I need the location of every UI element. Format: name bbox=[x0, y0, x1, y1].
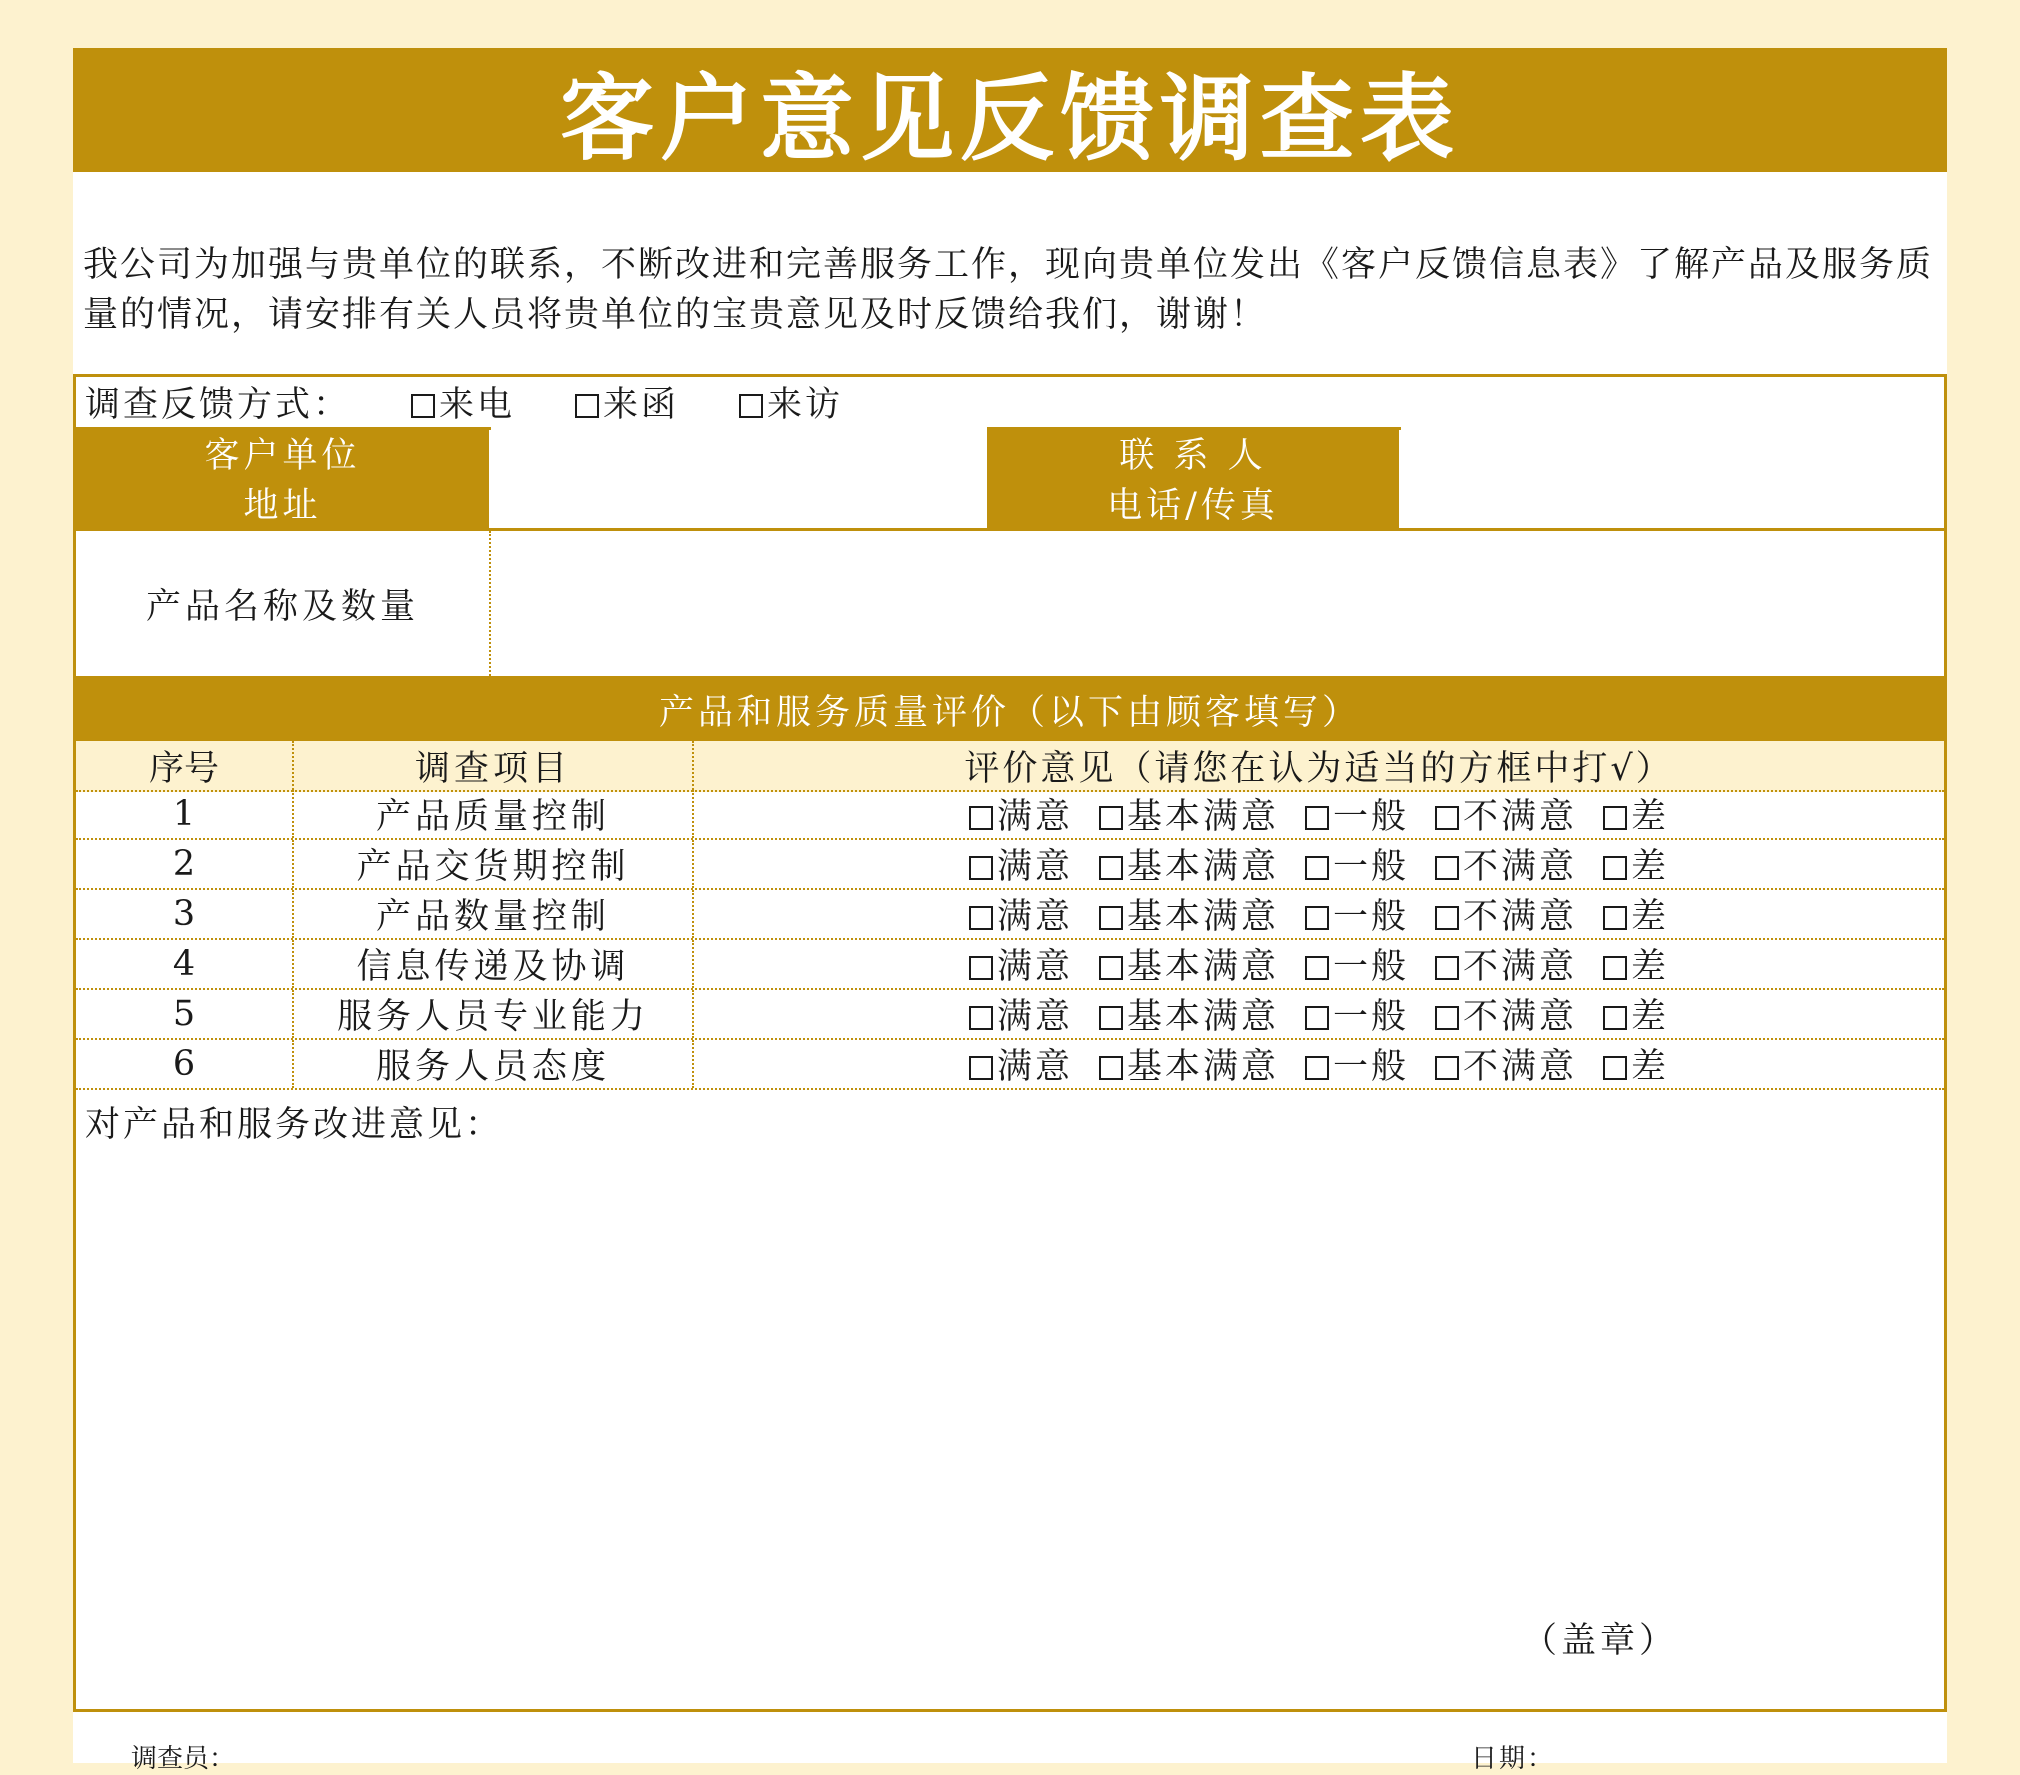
rating-option[interactable]: 一般 bbox=[1305, 989, 1409, 1039]
col-header-no: 序号 bbox=[76, 741, 294, 790]
checkbox-icon[interactable] bbox=[1435, 956, 1459, 980]
product-row bbox=[76, 531, 1944, 679]
row-number: 5 bbox=[76, 990, 294, 1038]
checkbox-icon[interactable] bbox=[969, 1006, 993, 1030]
rating-option[interactable]: 差 bbox=[1603, 989, 1669, 1039]
table-row bbox=[76, 790, 1944, 840]
rating-option[interactable]: 一般 bbox=[1305, 1039, 1409, 1089]
rating-options bbox=[694, 1040, 1944, 1088]
rating-option[interactable]: 差 bbox=[1603, 939, 1669, 989]
rating-option[interactable]: 一般 bbox=[1305, 939, 1409, 989]
product-label: 产品名称及数量 bbox=[76, 531, 491, 676]
checkbox-icon[interactable] bbox=[575, 394, 599, 418]
survey-item: 信息传递及协调 bbox=[294, 940, 694, 988]
checkbox-icon[interactable] bbox=[1099, 856, 1123, 880]
rating-option[interactable]: 满意 bbox=[969, 1039, 1073, 1089]
feedback-form-sheet bbox=[73, 48, 1947, 1774]
evaluation-column-header bbox=[76, 741, 1944, 792]
checkbox-icon[interactable] bbox=[1099, 1056, 1123, 1080]
table-row bbox=[76, 990, 1944, 1040]
rating-option[interactable]: 不满意 bbox=[1435, 789, 1577, 839]
checkbox-icon[interactable] bbox=[969, 856, 993, 880]
checkbox-icon[interactable] bbox=[1603, 956, 1627, 980]
survey-item: 服务人员专业能力 bbox=[294, 990, 694, 1038]
table-row bbox=[76, 940, 1944, 990]
checkbox-icon[interactable] bbox=[1305, 1006, 1329, 1030]
table-row bbox=[76, 840, 1944, 890]
rating-option[interactable]: 一般 bbox=[1305, 839, 1409, 889]
contact-label: 联 系 人 bbox=[987, 427, 1399, 478]
col-header-opinion: 评价意见（请您在认为适当的方框中打√） bbox=[964, 748, 1674, 789]
checkbox-icon[interactable] bbox=[1435, 856, 1459, 880]
checkbox-icon[interactable] bbox=[1099, 1006, 1123, 1030]
form-title: 客户意见反馈调查表 bbox=[73, 48, 1947, 172]
checkbox-icon[interactable] bbox=[1603, 1056, 1627, 1080]
info-row-customer bbox=[76, 427, 1944, 478]
rating-option[interactable]: 不满意 bbox=[1435, 889, 1577, 939]
customer-unit-label: 客户单位 bbox=[76, 427, 489, 478]
rating-option[interactable]: 基本满意 bbox=[1099, 1039, 1279, 1089]
rating-option[interactable]: 不满意 bbox=[1435, 1039, 1577, 1089]
rating-options bbox=[694, 840, 1944, 888]
rating-options bbox=[694, 890, 1944, 938]
rating-options bbox=[694, 990, 1944, 1038]
date-label: 日期： bbox=[1471, 1744, 1556, 1774]
checkbox-icon[interactable] bbox=[1603, 906, 1627, 930]
investigator-label: 调查员： bbox=[131, 1744, 236, 1774]
checkbox-icon[interactable] bbox=[969, 906, 993, 930]
checkbox-icon[interactable] bbox=[1099, 806, 1123, 830]
feedback-method-row bbox=[76, 377, 1944, 430]
survey-item: 产品质量控制 bbox=[294, 790, 694, 838]
row-number: 1 bbox=[76, 790, 294, 838]
rating-option[interactable]: 基本满意 bbox=[1099, 839, 1279, 889]
rating-option[interactable]: 一般 bbox=[1305, 789, 1409, 839]
rating-option[interactable]: 基本满意 bbox=[1099, 939, 1279, 989]
survey-item: 产品交货期控制 bbox=[294, 840, 694, 888]
checkbox-icon[interactable] bbox=[1435, 806, 1459, 830]
row-number: 3 bbox=[76, 890, 294, 938]
checkbox-icon[interactable] bbox=[1603, 856, 1627, 880]
checkbox-icon[interactable] bbox=[1099, 906, 1123, 930]
rating-option[interactable]: 满意 bbox=[969, 789, 1073, 839]
checkbox-icon[interactable] bbox=[1305, 906, 1329, 930]
checkbox-icon[interactable] bbox=[1435, 1056, 1459, 1080]
rating-option[interactable]: 差 bbox=[1603, 839, 1669, 889]
contact-field[interactable] bbox=[1401, 427, 1944, 480]
rating-option[interactable]: 满意 bbox=[969, 939, 1073, 989]
evaluation-section-title: 产品和服务质量评价（以下由顾客填写） bbox=[76, 679, 1944, 741]
checkbox-icon[interactable] bbox=[1435, 906, 1459, 930]
rating-option[interactable]: 一般 bbox=[1305, 889, 1409, 939]
rating-option[interactable]: 基本满意 bbox=[1099, 889, 1279, 939]
row-number: 2 bbox=[76, 840, 294, 888]
rating-option[interactable]: 不满意 bbox=[1435, 939, 1577, 989]
info-row-address bbox=[76, 478, 1944, 531]
table-row bbox=[76, 890, 1944, 940]
checkbox-icon[interactable] bbox=[1099, 956, 1123, 980]
address-field[interactable] bbox=[491, 478, 987, 528]
seal-label: （盖章） bbox=[1522, 1621, 1679, 1661]
col-header-item: 调查项目 bbox=[294, 741, 694, 790]
method-option-letter[interactable]: 来函 bbox=[575, 377, 679, 427]
rating-option[interactable]: 差 bbox=[1603, 789, 1669, 839]
address-label: 地址 bbox=[76, 478, 489, 528]
rating-option[interactable]: 差 bbox=[1603, 1039, 1669, 1089]
phone-fax-label: 电话/传真 bbox=[987, 478, 1399, 528]
rating-option[interactable]: 基本满意 bbox=[1099, 789, 1279, 839]
rating-option[interactable]: 满意 bbox=[969, 839, 1073, 889]
checkbox-icon[interactable] bbox=[969, 956, 993, 980]
survey-item: 服务人员态度 bbox=[294, 1040, 694, 1088]
method-option-phone[interactable]: 来电 bbox=[411, 377, 515, 427]
checkbox-icon[interactable] bbox=[969, 806, 993, 830]
form-table bbox=[73, 374, 1947, 1712]
phone-fax-field[interactable] bbox=[1401, 478, 1944, 528]
row-number: 4 bbox=[76, 940, 294, 988]
checkbox-icon[interactable] bbox=[1305, 856, 1329, 880]
intro-paragraph: 我公司为加强与贵单位的联系，不断改进和完善服务工作，现向贵单位发出《客户反馈信息表》了解产品及服务质量的情况，请安排有关人员将贵单位的宝贵意见及时反馈给我们，谢谢！ bbox=[83, 245, 1934, 335]
rating-option[interactable]: 不满意 bbox=[1435, 839, 1577, 889]
survey-item: 产品数量控制 bbox=[294, 890, 694, 938]
rating-option[interactable]: 基本满意 bbox=[1099, 989, 1279, 1039]
rating-option[interactable]: 差 bbox=[1603, 889, 1669, 939]
checkbox-icon[interactable] bbox=[739, 394, 763, 418]
rating-option[interactable]: 满意 bbox=[969, 989, 1073, 1039]
improvement-label: 对产品和服务改进意见： bbox=[85, 1105, 504, 1145]
rating-option[interactable]: 不满意 bbox=[1435, 989, 1577, 1039]
checkbox-icon[interactable] bbox=[1603, 1006, 1627, 1030]
customer-unit-field[interactable] bbox=[491, 427, 987, 480]
checkbox-icon[interactable] bbox=[1305, 956, 1329, 980]
rating-options bbox=[694, 790, 1944, 838]
method-option-visit[interactable]: 来访 bbox=[739, 377, 843, 427]
checkbox-icon[interactable] bbox=[969, 1056, 993, 1080]
checkbox-icon[interactable] bbox=[1305, 806, 1329, 830]
checkbox-icon[interactable] bbox=[1603, 806, 1627, 830]
table-row bbox=[76, 1040, 1944, 1090]
checkbox-icon[interactable] bbox=[1305, 1056, 1329, 1080]
checkbox-icon[interactable] bbox=[1435, 1006, 1459, 1030]
checkbox-icon[interactable] bbox=[411, 394, 435, 418]
row-number: 6 bbox=[76, 1040, 294, 1088]
rating-option[interactable]: 满意 bbox=[969, 889, 1073, 939]
rating-options bbox=[694, 940, 1944, 988]
feedback-method-label: 调查反馈方式： bbox=[85, 385, 352, 425]
